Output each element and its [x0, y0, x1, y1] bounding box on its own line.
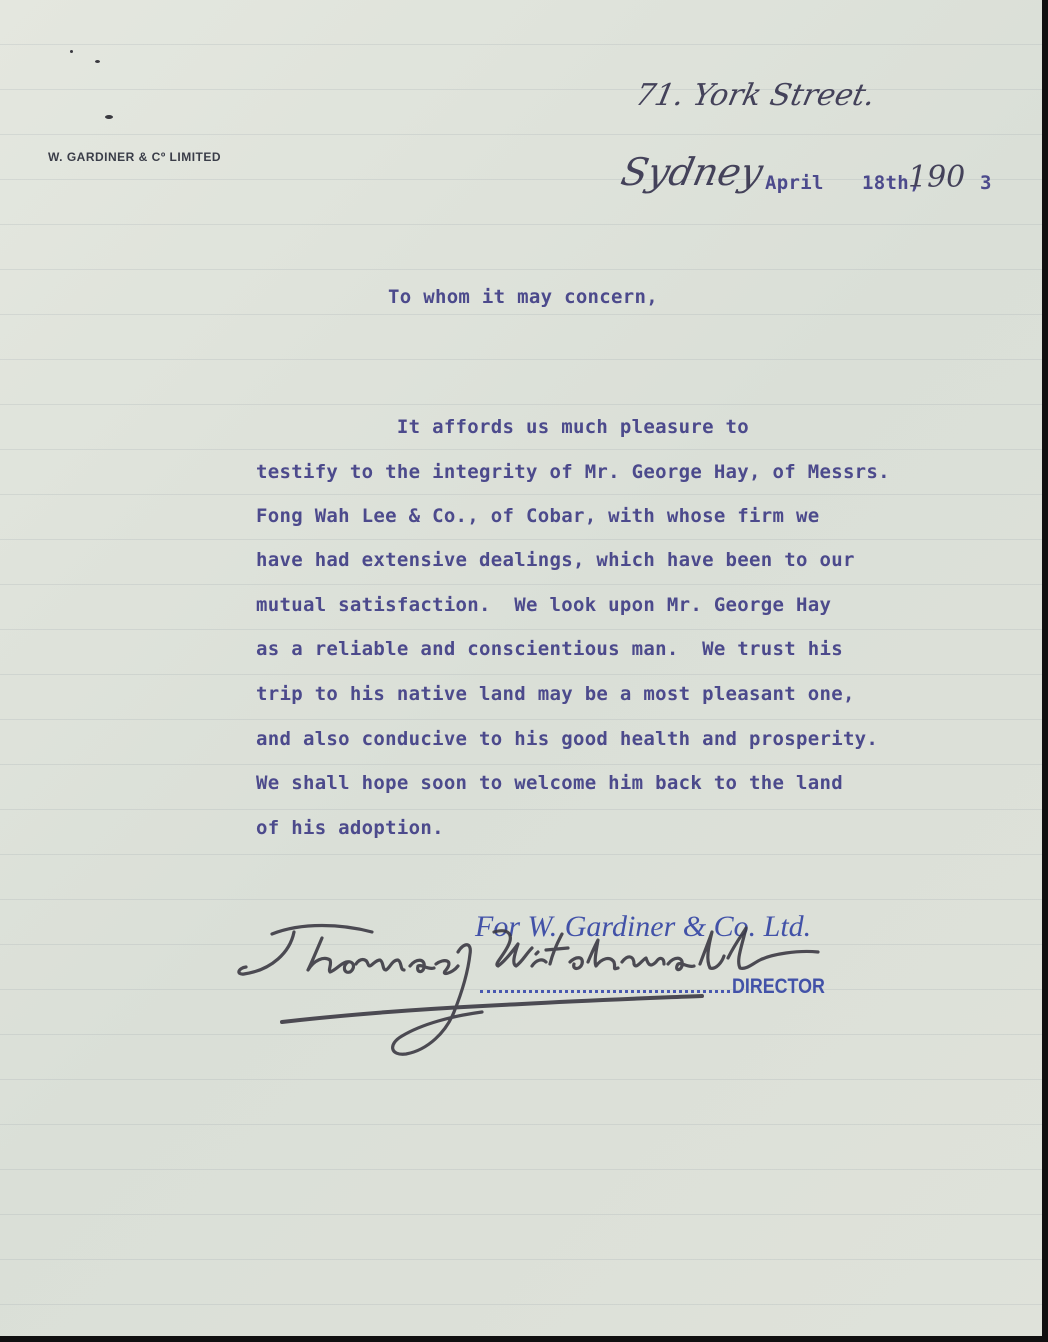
scan-border-bottom — [0, 1336, 1048, 1342]
body-line: have had extensive dealings, which have been to our — [256, 549, 855, 571]
date-year-digit: 3 — [980, 172, 992, 194]
handwritten-signature — [232, 912, 852, 1062]
paper-speck — [105, 115, 113, 119]
body-line: as a reliable and conscientious man. We trust his — [256, 638, 843, 660]
body-line: It affords us much pleasure to — [256, 416, 750, 438]
stamp-director-label: DIRECTOR — [732, 975, 825, 998]
stamp-company-line: For W. Gardiner & Co. Ltd. — [475, 910, 812, 943]
paper-speck — [95, 60, 100, 63]
address-city: Sydney — [617, 150, 767, 194]
address-street: 71. York Street. — [632, 78, 879, 113]
salutation: To whom it may concern, — [388, 286, 658, 308]
body-line: of his adoption. — [256, 817, 444, 839]
body-line: Fong Wah Lee & Co., of Cobar, with whose firm we — [256, 505, 820, 527]
body-line: We shall hope soon to welcome him back to the land — [256, 772, 843, 794]
paper-speck — [70, 50, 73, 53]
body-line: trip to his native land may be a most pleasant one, — [256, 683, 855, 705]
body-line: mutual satisfaction. We look upon Mr. George Hay — [256, 594, 832, 616]
scan-border-right — [1042, 0, 1048, 1342]
date-century: 190 — [908, 160, 966, 195]
date-day: 18th, — [862, 172, 921, 194]
date-month: April — [765, 172, 824, 194]
letterhead-company: W. GARDINER & Cº LIMITED — [48, 150, 222, 164]
body-line: testify to the integrity of Mr. George Hay, of Messrs. — [256, 461, 890, 483]
body-line: and also conducive to his good health and prosperity. — [256, 728, 879, 750]
